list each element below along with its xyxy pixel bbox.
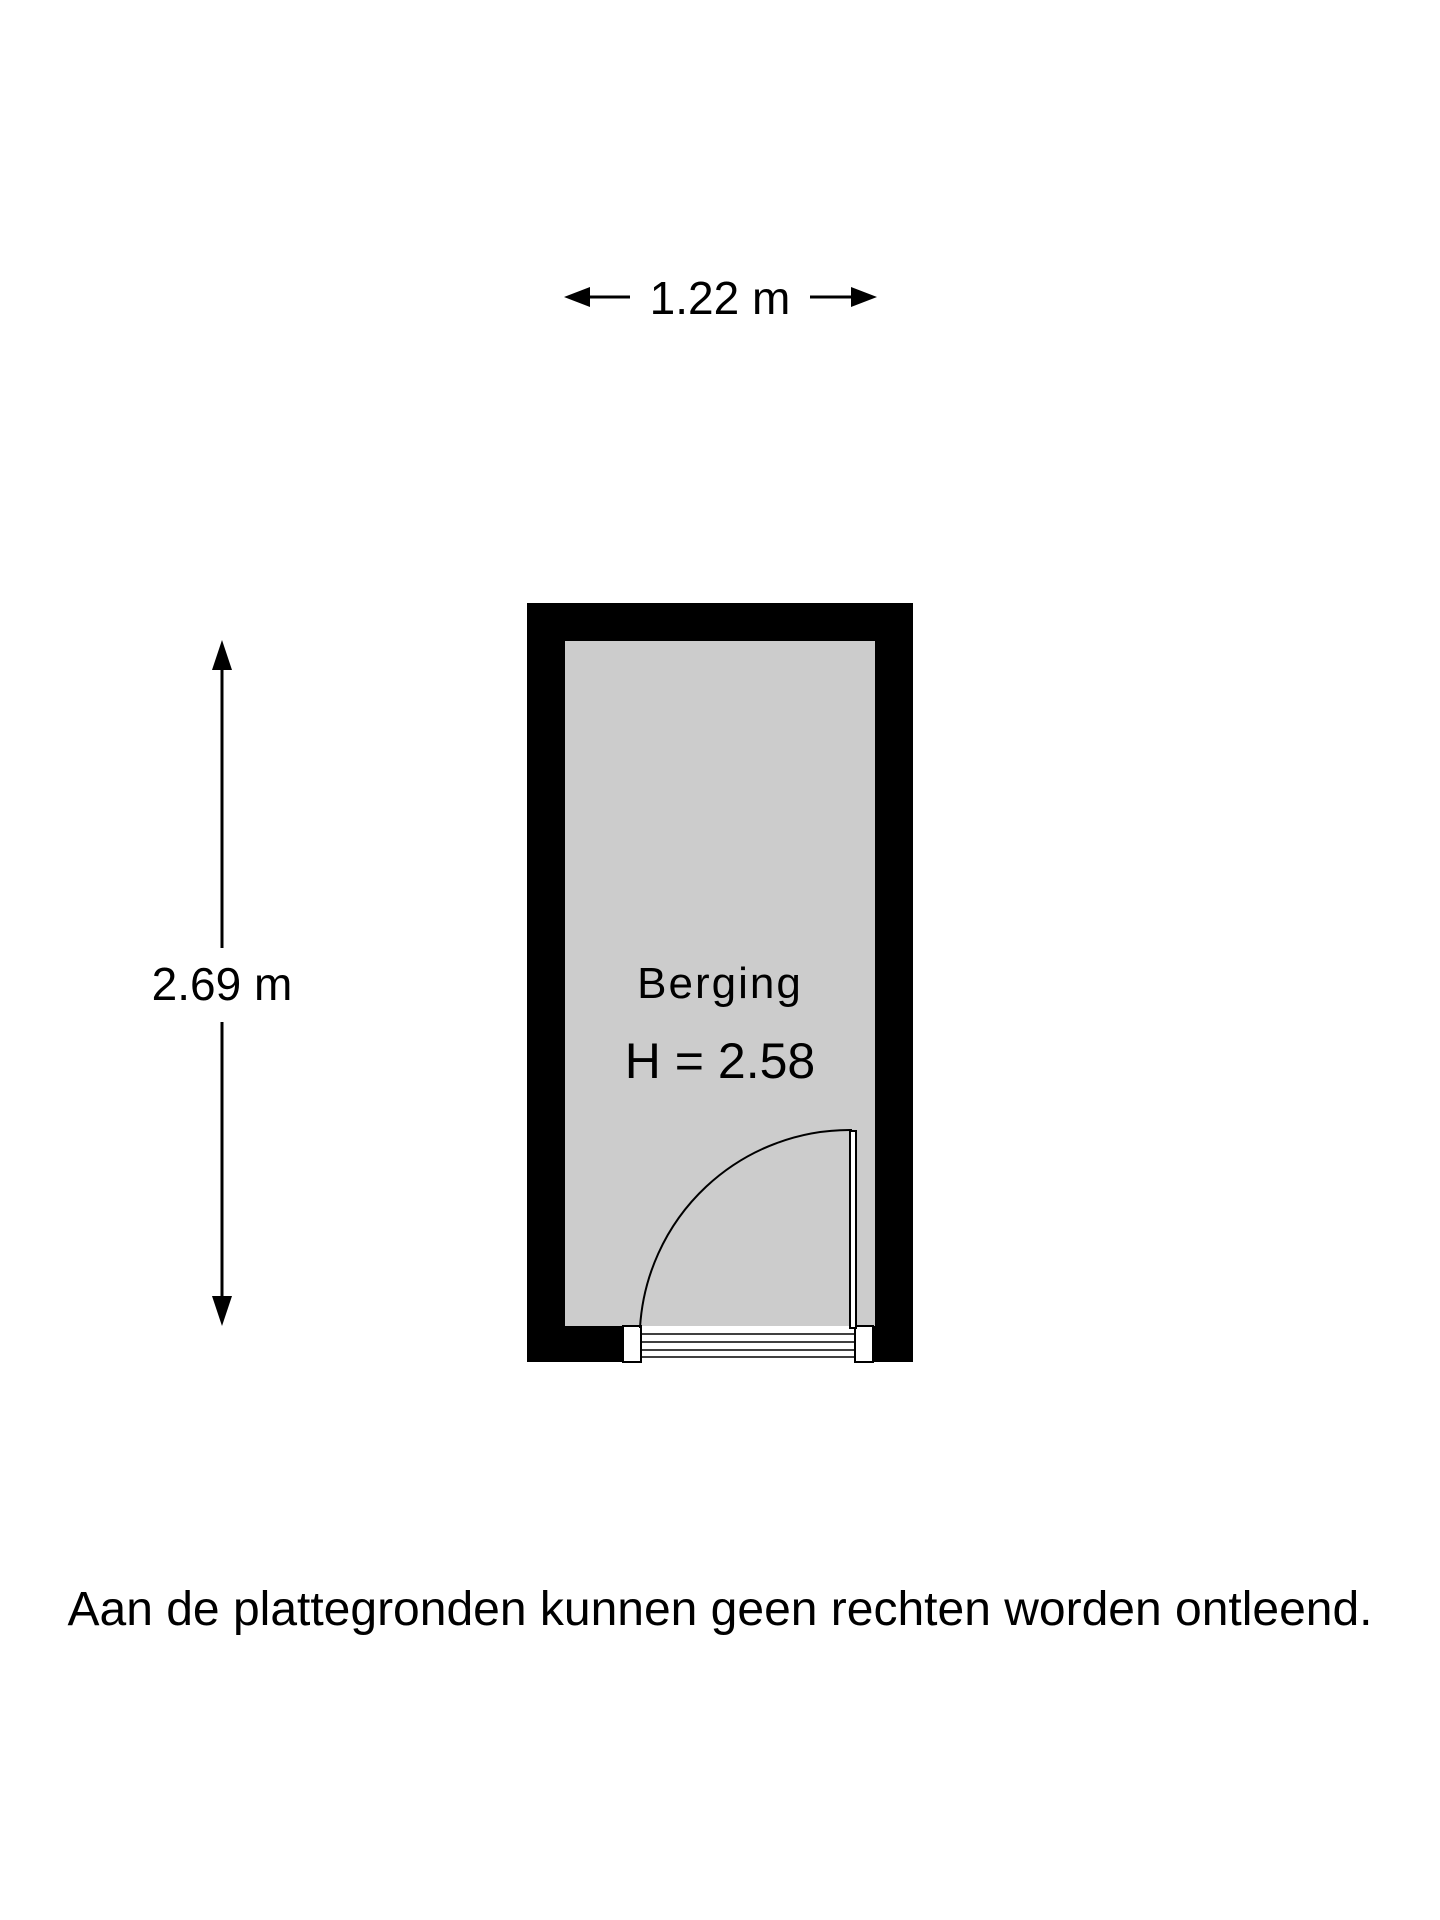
depth-dimension [152, 640, 293, 1326]
room-storage [527, 603, 913, 1362]
depth-dimension-label: 2.69 m [151, 958, 293, 1010]
depth-dimension-arrow-bottom [212, 1296, 232, 1326]
width-dimension-label: 1.22 m [649, 272, 791, 324]
room-height: H = 2.58 [624, 1033, 816, 1089]
door-jamb-left [623, 1326, 641, 1362]
depth-dimension-arrow-top [212, 640, 232, 670]
width-dimension [564, 272, 877, 324]
door-jamb-right [855, 1326, 873, 1362]
disclaimer-text: Aan de plattegronden kunnen geen rechten worden ontleend. [67, 1583, 1373, 1636]
width-dimension-arrow-left [564, 287, 590, 307]
width-dimension-arrow-right [851, 287, 877, 307]
door-leaf [850, 1131, 856, 1328]
room-name: Berging [637, 959, 803, 1008]
